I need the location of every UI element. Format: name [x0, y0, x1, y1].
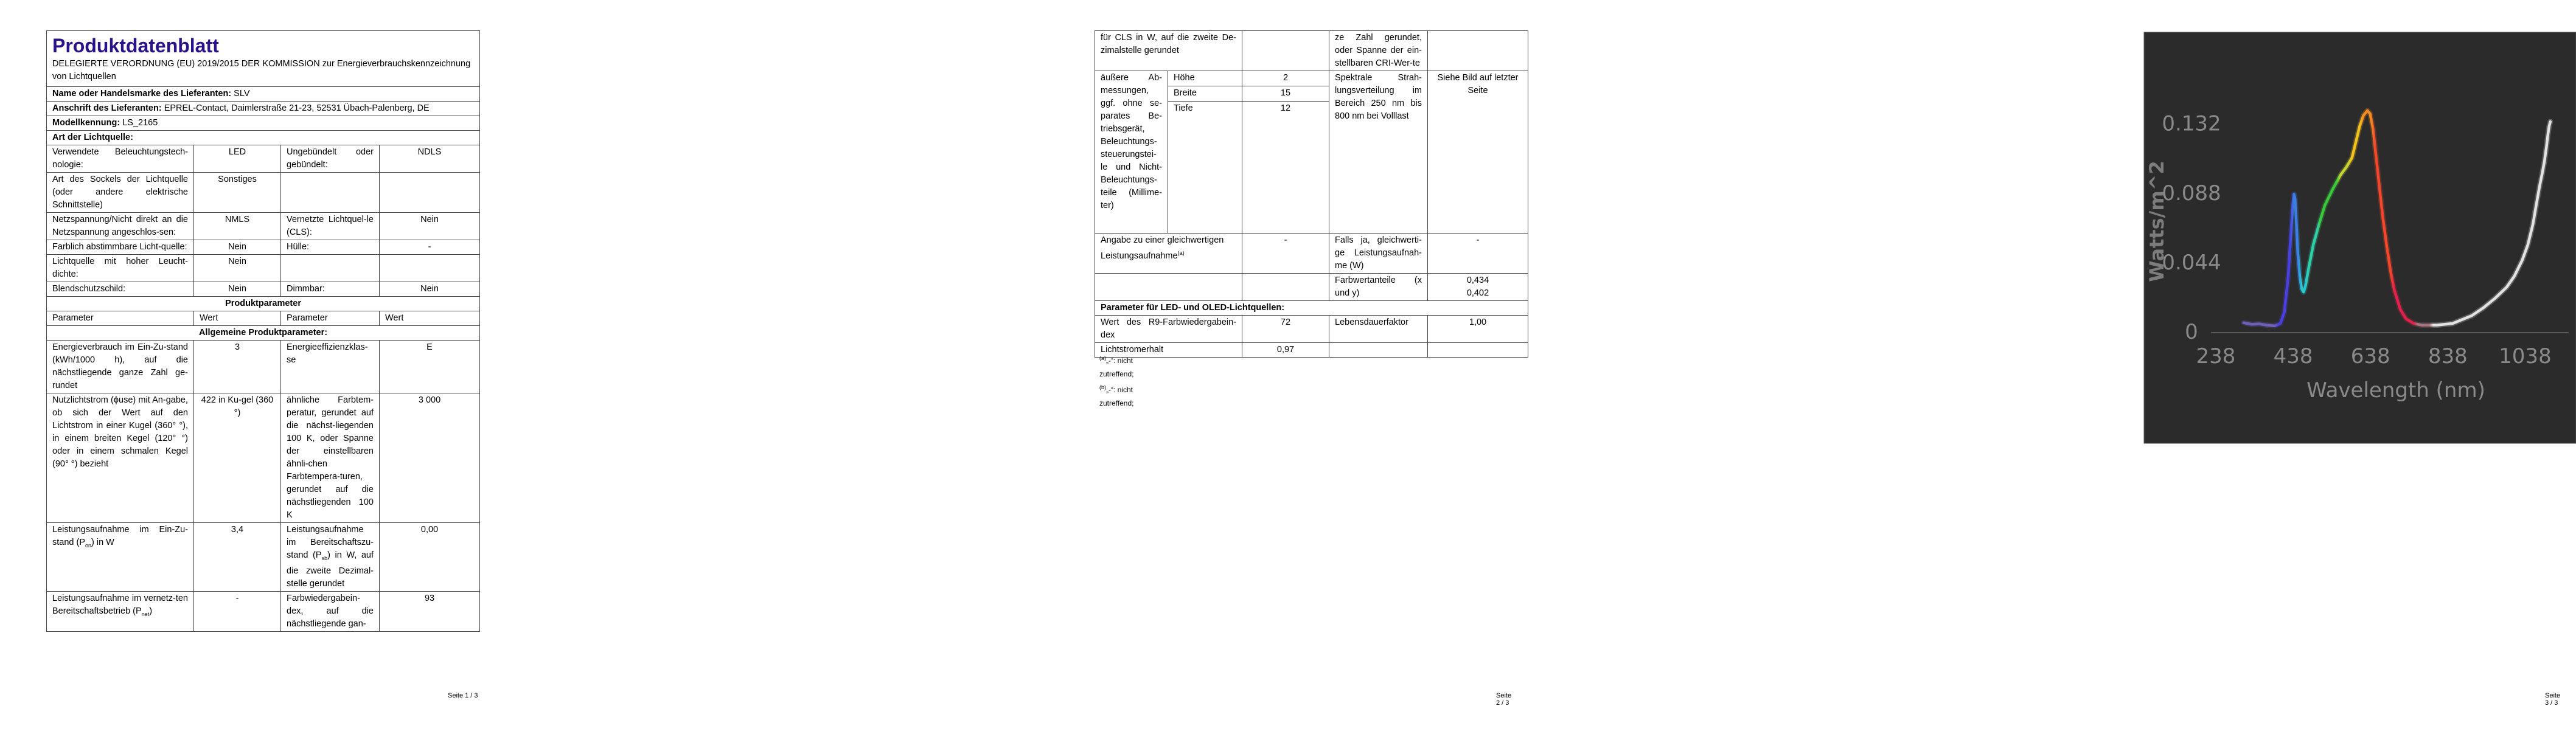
depth-value: 12 — [1242, 102, 1329, 234]
table-row — [47, 173, 480, 213]
height-value: 2 — [1242, 71, 1329, 86]
table-header-row — [47, 311, 480, 326]
equivalent-power-if-yes-label: Falls ja, gleichwerti-ge Leistungsaufnah-me (W) — [1329, 234, 1428, 274]
column-header-value: Wert — [194, 311, 281, 326]
cri-label: Farbwiedergabein-dex, auf die nächstliegende gan- — [281, 591, 380, 631]
supplier-label: Name oder Handelsmarke des Lieferanten: — [52, 89, 232, 99]
lighting-technology-value: LED — [194, 145, 281, 173]
supplier-row — [47, 87, 480, 102]
model-label: Modellkennung: — [52, 118, 120, 128]
mains-value: NMLS — [194, 213, 281, 240]
table-row — [47, 145, 480, 173]
page-3 — [1046, 0, 2561, 734]
supplier-value: SLV — [234, 89, 250, 99]
envelope-label: Hülle: — [281, 240, 380, 255]
chromaticity-label: Farbwertanteile (x und y) — [1329, 274, 1428, 301]
x-tick-label: 238 — [2196, 344, 2236, 369]
networked-standby-label: Leistungsaufnahme im vernetz-ten Bereitschaftsbetrieb $(P_{net})$ — [47, 591, 194, 631]
table-row — [47, 591, 480, 631]
empty-cell — [281, 173, 380, 213]
width-value: 15 — [1242, 86, 1329, 102]
anti-glare-value: Nein — [194, 282, 281, 297]
table-row — [47, 341, 480, 393]
colour-tuneable-value: Nein — [194, 240, 281, 255]
directional-value: NDLS — [380, 145, 480, 173]
cap-type-value: Sonstiges — [194, 173, 281, 213]
on-mode-power-value: 3,4 — [194, 523, 281, 592]
x-tick-label: 1038 — [2499, 344, 2552, 369]
cri-continued-label: ze Zahl gerundet, oder Spanne der ein-stellbaren CRI-Wer-te — [1329, 31, 1428, 71]
dimmable-value: Nein — [380, 282, 480, 297]
page-1 — [0, 0, 523, 734]
y-tick-label: 0.132 — [2162, 111, 2221, 136]
energy-class-value: E — [380, 341, 480, 393]
useful-flux-value: 422 in Ku-gel (360 °) — [194, 393, 281, 523]
survival-factor-value: 1,00 — [1428, 316, 1528, 343]
x-axis-label: Wavelength (nm) — [2306, 378, 2485, 403]
light-source-type-heading: Art der Lichtquelle: — [47, 131, 480, 145]
high-luminance-label: Lichtquelle mit hoher Leucht-dichte: — [47, 255, 194, 282]
led-parameters-heading: Parameter für LED- und OLED-Lichtquellen: — [1095, 301, 1528, 316]
general-parameters-heading: Allgemeine Produktparameter: — [47, 326, 480, 341]
model-value: LS_2165 — [122, 118, 158, 128]
column-header-parameter: Parameter — [47, 311, 194, 326]
mains-label: Netzspannung/Nicht direkt an die Netzspannung angeschlos-sen: — [47, 213, 194, 240]
dimmable-label: Dimmbar: — [281, 282, 380, 297]
x-tick-label: 638 — [2350, 344, 2390, 369]
empty-cell — [380, 255, 480, 282]
r9-label: Wert des R9-Farbwiedergabein-dex — [1095, 316, 1242, 343]
column-header-value: Wert — [380, 311, 480, 326]
spectral-distribution-label: Spektrale Strah-lungsverteilung im Bereich 250 nm bis 800 nm bei Volllast — [1329, 71, 1428, 234]
cct-label: ähnliche Farbtem-peratur, gerundet auf die nächst-liegenden 100 K, oder Spanne der einstellbaren ähnli-chen Farbtempera-turen, gerundet auf die nächstliegenden 100 K — [281, 393, 380, 523]
model-row — [47, 116, 480, 131]
energy-class-label: Energieeffizienzklas-se — [281, 341, 380, 393]
product-parameters-heading: Produktparameter — [47, 297, 480, 311]
empty-cell — [281, 255, 380, 282]
page-footer: Seite 3 / 3 — [2545, 692, 2561, 707]
address-label: Anschrift des Lieferanten: — [52, 103, 162, 113]
page-footer: Seite 1 / 3 — [448, 692, 478, 699]
width-label: Breite — [1168, 86, 1242, 102]
table-row — [47, 523, 480, 592]
y-tick-label: 0.088 — [2162, 181, 2221, 206]
footnote-a: $^{(a)}$„-“: nicht zutreffend; — [1099, 355, 1134, 378]
spectral-distribution-value: Siehe Bild auf letzter Seite — [1428, 71, 1528, 234]
colour-tuneable-label: Farblich abstimmbare Licht-quelle: — [47, 240, 194, 255]
networked-standby-value: - — [194, 591, 281, 631]
y-tick-label: 0.044 — [2162, 250, 2221, 275]
survival-factor-label: Lebensdauerfaktor — [1329, 316, 1428, 343]
table-row — [47, 213, 480, 240]
regulation-subtitle: DELEGIERTE VERORDNUNG (EU) 2019/2015 DER KOMMISSION zur Energieverbrauchskennzeichnung von Lichtquellen — [52, 59, 471, 81]
y-axis-label: Watts/m^2 — [2145, 161, 2168, 282]
depth-label: Tiefe — [1168, 102, 1242, 234]
useful-flux-label: Nutzlichtstrom (ϕuse) mit An-gabe, ob sich der Wert auf den Lichtstrom in einer Kugel (360° °), in einem breiten Kegel (120° °) oder in einem schmalen Kegel (90° °) bezieht — [47, 393, 194, 523]
high-luminance-value: Nein — [194, 255, 281, 282]
equivalent-power-label: Angabe zu einer gleichwertigen Leistungsaufnahme$^{(a)}$ — [1095, 234, 1242, 274]
cct-value: 3 000 — [380, 393, 480, 523]
document-title: Produktdatenblatt — [52, 35, 219, 57]
footnote-b: $^{(b)}$„-“: nicht zutreffend; — [1099, 384, 1134, 407]
y-tick-label: 0 — [2185, 320, 2198, 344]
lighting-technology-label: Verwendete Beleuchtungstech-nologie: — [47, 145, 194, 173]
column-header-parameter: Parameter — [281, 311, 380, 326]
x-tick-label: 838 — [2428, 344, 2468, 369]
table-row — [47, 393, 480, 523]
connected-label: Vernetzte Lichtquel-le (CLS): — [281, 213, 380, 240]
envelope-value: - — [380, 240, 480, 255]
height-label: Höhe — [1168, 71, 1242, 86]
address-value: EPREL-Contact, Daimlerstraße 21-23, 52531 Übach-Palenberg, DE — [164, 103, 430, 113]
energy-consumption-value: 3 — [194, 341, 281, 393]
chromaticity-y: 0,402 — [1466, 288, 1489, 298]
table-row — [47, 255, 480, 282]
energy-consumption-label: Energieverbrauch im Ein-Zu-stand (kWh/1000 h), auf die nächstliegende ganze Zahl ge-rundet — [47, 341, 194, 393]
cap-type-label: Art des Sockels der Lichtquelle (oder andere elektrische Schnittstelle) — [47, 173, 194, 213]
directional-label: Ungebündelt oder gebündelt: — [281, 145, 380, 173]
equivalent-power-value: - — [1242, 234, 1329, 274]
cri-value: 93 — [380, 591, 480, 631]
equivalent-power-if-yes-value: - — [1428, 234, 1528, 274]
standby-power-label: Leistungsaufnahme im Bereitschaftszu-stand $(P_{sb})$ in W, auf die zweite Dezimal-stelle gerundet — [281, 523, 380, 592]
lumen-maintenance-label: Lichtstromerhalt — [1095, 343, 1242, 358]
r9-value: 72 — [1242, 316, 1329, 343]
connected-value: Nein — [380, 213, 480, 240]
document-header — [47, 31, 480, 87]
lumen-maintenance-value: 0,97 — [1242, 343, 1329, 358]
table-row — [47, 282, 480, 297]
page-footer: Seite 2 / 3 — [1496, 692, 1512, 707]
on-mode-power-label: Leistungsaufnahme im Ein-Zu-stand $(P_{on})$ in W — [47, 523, 194, 592]
cls-standby-continued-label: für CLS in W, auf die zweite De-zimalstelle gerundet — [1095, 31, 1242, 71]
empty-cell — [380, 173, 480, 213]
x-tick-label: 438 — [2273, 344, 2313, 369]
anti-glare-label: Blendschutzschild: — [47, 282, 194, 297]
chromaticity-x: 0,434 — [1466, 275, 1489, 285]
spectral-distribution-chart — [2144, 32, 2576, 443]
standby-power-value: 0,00 — [380, 523, 480, 592]
product-data-table-part-1 — [46, 30, 480, 632]
page-2 — [523, 0, 1519, 734]
address-row — [47, 102, 480, 116]
dimensions-label: äußere Ab-messungen, ggf. ohne se-parates Be-triebsgerät, Beleuchtungs-steuerungstei-le und Nicht-Beleuchtungs-teile (Millime-ter) — [1095, 71, 1168, 234]
table-row — [47, 240, 480, 255]
